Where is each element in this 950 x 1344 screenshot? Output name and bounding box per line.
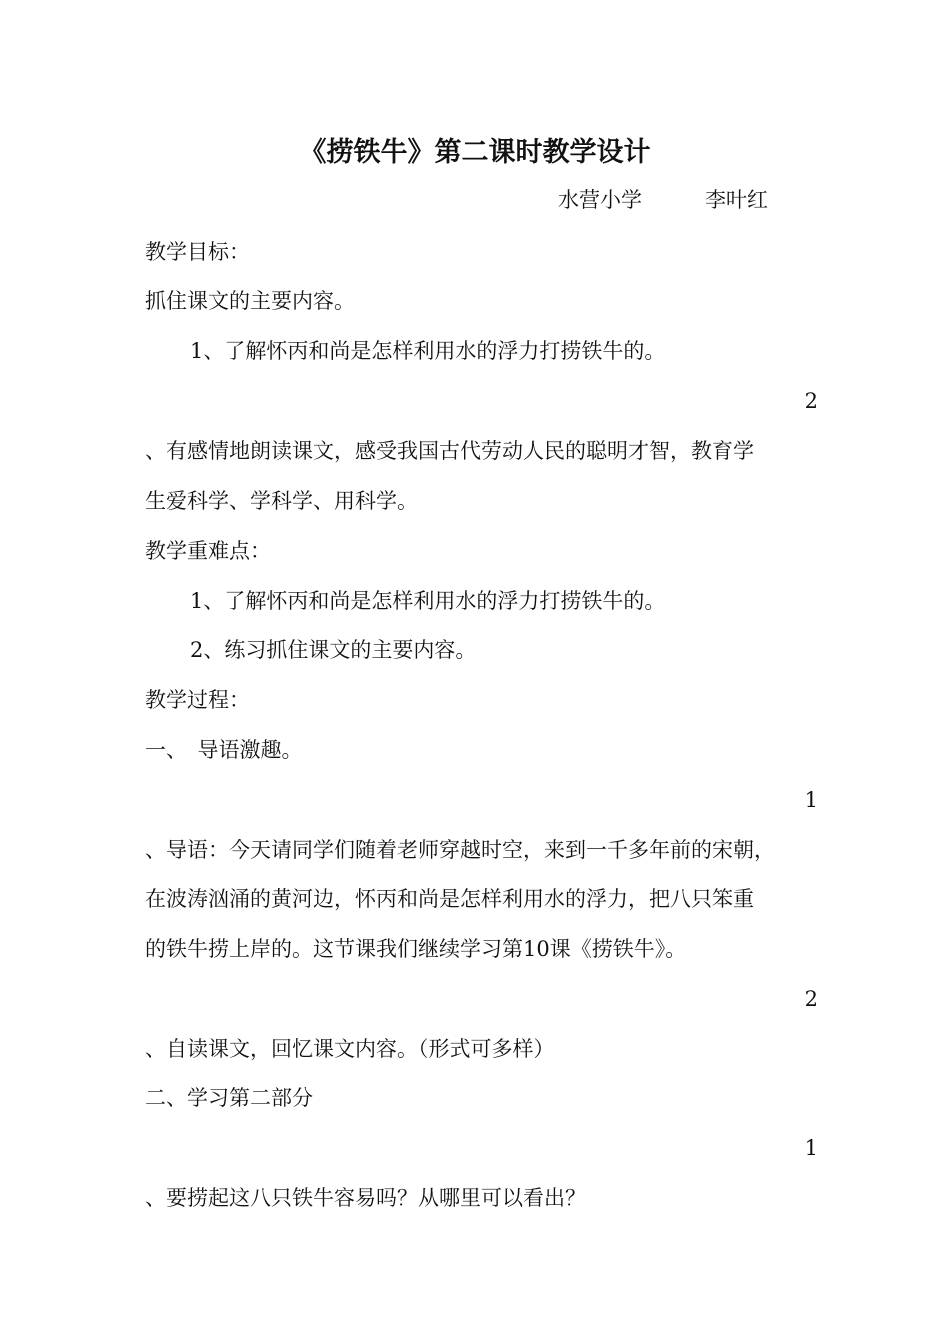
paragraph-line: 、有感情地朗读课文，感受我国古代劳动人民的聪明才智，教育学 — [145, 439, 754, 463]
paragraph-line: 抓住课文的主要内容。 — [145, 289, 355, 313]
heading-objectives: 教学目标： — [145, 240, 250, 264]
list-number: 1 — [804, 1136, 818, 1160]
heading-key-points: 教学重难点： — [145, 539, 271, 563]
author-line: 水营小学 李叶红 — [558, 188, 768, 212]
paragraph-line: 生爱科学、学科学、用科学。 — [145, 489, 418, 513]
section-heading: 二、学习第二部分 — [145, 1086, 313, 1110]
key-point-item: 2、练习抓住课文的主要内容。 — [190, 638, 477, 662]
paragraph-line: 在波涛汹涌的黄河边，怀丙和尚是怎样利用水的浮力，把八只笨重 — [145, 887, 754, 911]
section-heading: 一、 导语激趣。 — [145, 738, 303, 762]
list-number: 2 — [804, 987, 818, 1011]
list-number: 2 — [804, 389, 818, 413]
paragraph-line: 、导语：今天请同学们随着老师穿越时空，来到一千多年前的宋朝， — [145, 838, 775, 862]
objective-item: 1、了解怀丙和尚是怎样利用水的浮力打捞铁牛的。 — [190, 339, 666, 363]
list-number: 1 — [804, 788, 818, 812]
paragraph-line: 、自读课文，回忆课文内容。（形式可多样） — [145, 1037, 555, 1061]
paragraph-line: 、要捞起这八只铁牛容易吗？从哪里可以看出？ — [145, 1186, 586, 1210]
document-title: 《捞铁牛》第二课时教学设计 — [299, 137, 651, 168]
key-point-item: 1、了解怀丙和尚是怎样利用水的浮力打捞铁牛的。 — [190, 589, 666, 613]
paragraph-line: 的铁牛捞上岸的。这节课我们继续学习第10课《捞铁牛》。 — [145, 937, 687, 961]
heading-process: 教学过程： — [145, 688, 250, 712]
